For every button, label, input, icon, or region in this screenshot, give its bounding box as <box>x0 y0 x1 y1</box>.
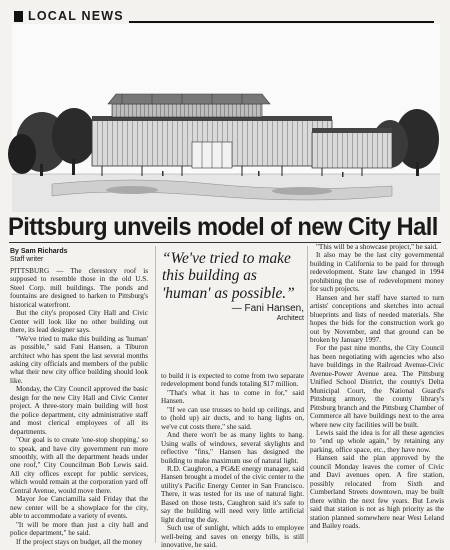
article-column-1 <box>10 267 148 546</box>
paragraph: "We've tried to make this building as 'human' as possible," said Fani Hansen, a Tiburon architect who has spent the last several months asking city officials and members of the public what their new city office building should look like. <box>10 334 148 385</box>
article-column-2 <box>161 372 304 550</box>
paragraph: "It will be more than just a city hall and police department," he said. <box>10 520 148 538</box>
paragraph: "That's what it has to come in for," said Hansen. <box>161 388 304 406</box>
close-quote-mark: ” <box>286 284 295 302</box>
column-divider <box>307 246 308 543</box>
section-marker-block <box>14 11 23 22</box>
paragraph: And there won't be as many lights to hang. Using walls of windows, several skylights and reflective "fins," Hansen has designed the building to make maximum use of natural light. <box>161 431 304 465</box>
byline <box>10 248 148 265</box>
pull-quote-speaker-title: Architect <box>276 315 304 323</box>
paragraph: It also may be the last city governmental building in California to be paid for through redevelopment. State law changed in 1994 prohibiting the use of redevelopment money for such projects. <box>310 251 444 294</box>
paragraph: For the past nine months, the City Council has been negotiating with agencies who also have buildings in the Railroad Avenue-Civic Avenue-Power Avenue area. The Pittsburg Unified School District, the county's Delta Municipal Court, the National Guard's Pittsburg armory, the county library's Pittsburg branch and the Pittsburg Chamber of Commerce all have buildings next to the area where new city facilities will be built. <box>310 344 444 429</box>
paragraph: Monday, the City Council approved the basic design for the new City Hall and Civic Center project. A three-story main building will host the police department, city administrative staff and most clerical employees of all its departments. <box>10 385 148 436</box>
pull-quote-text <box>162 250 304 302</box>
article-column-3 <box>310 243 444 530</box>
paragraph: "If we can use trusses to hold up ceilings, and to (hold up) air ducts, and to hang lights on, we've cut costs there," she said. <box>161 405 304 431</box>
pull-quote-body: We've tried to make this building as 'human' as possible. <box>162 250 291 302</box>
paragraph: Mayor Joe Canciamilla said Friday that the new center will be a showplace for the city, able to accommodate a variety of events. <box>10 495 148 521</box>
paragraph: "This will be a showcase project," he said. <box>316 243 438 251</box>
byline-role: Staff writer <box>10 256 44 264</box>
paragraph: PITTSBURG — The clerestory roof is supposed to resemble those in the old U.S. Steel Corp. mill buildings. The ponds and fountains are designed to harken to Pittsburg's historical waterfront. <box>10 267 148 309</box>
paragraph: R.D. Caughron, a PG&E energy manager, said Hansen brought a model of the civic center to the utility's Pacific Energy Center in San Francisco. There, it was tested for its use of natural light. Based on those tests, Caughron said it's safe to say the building will need very little artificial light during the day. <box>161 464 304 524</box>
paragraph: Hansen said the plan approved by the council Monday leaves the corner of Civic and Davi avenues open. A fire station, possibly relocated from Sixth and Cumberland Streets downtown, may be built there within the next few years. But Lewis said that station is not as high priority as the station planned somewhere near West Leland and Bailey roads. <box>310 454 444 530</box>
section-header <box>14 9 434 25</box>
headline: Pittsburg unveils model of new City Hall <box>8 213 438 241</box>
model-illustration <box>12 24 440 212</box>
column-divider <box>155 246 156 543</box>
paragraph: If the project stays on budget, all the money <box>16 537 143 546</box>
city-hall-model-photo <box>12 24 440 212</box>
paragraph: But the city's proposed City Hall and Civic Center will look like no other building out there, its lead designer says. <box>10 309 148 335</box>
section-rule <box>129 21 434 23</box>
paragraph: Lewis said the idea is for all these agencies to "end up whole again," by retaining any parking, office space, etc., they have now. <box>310 428 444 454</box>
byline-author: By Sam Richards <box>10 248 68 255</box>
pull-quote-speaker: — Fani Hansen, <box>231 303 304 315</box>
main-building <box>92 94 392 168</box>
paragraph: Hansen and her staff have started to turn artists' conceptions and sketches into actual blueprints and lists of needed materials. She hopes the bids for the construction work go out by November, and that ground can be broken by January 1997. <box>310 293 444 344</box>
pull-quote <box>162 250 304 323</box>
paragraph: "Our goal is to create 'one-stop shopping,' so to speak, and have city government run more smoothly, with all the department heads under one roof," City Councilman Bob Lewis said. All city offices except for public services, which would remain at the corporation yard off Central Avenue, would move there. <box>10 436 148 495</box>
paragraph: Such use of sunlight, which adds to employee well-being and saves on energy bills, is still innovative, he said. <box>161 524 304 550</box>
left-trees <box>8 108 96 176</box>
paragraph: to build it is expected to come from two separate redevelopment bond funds totaling $17 million. <box>161 372 304 389</box>
section-label: LOCAL NEWS <box>28 9 124 23</box>
open-quote-mark: “ <box>162 250 171 267</box>
